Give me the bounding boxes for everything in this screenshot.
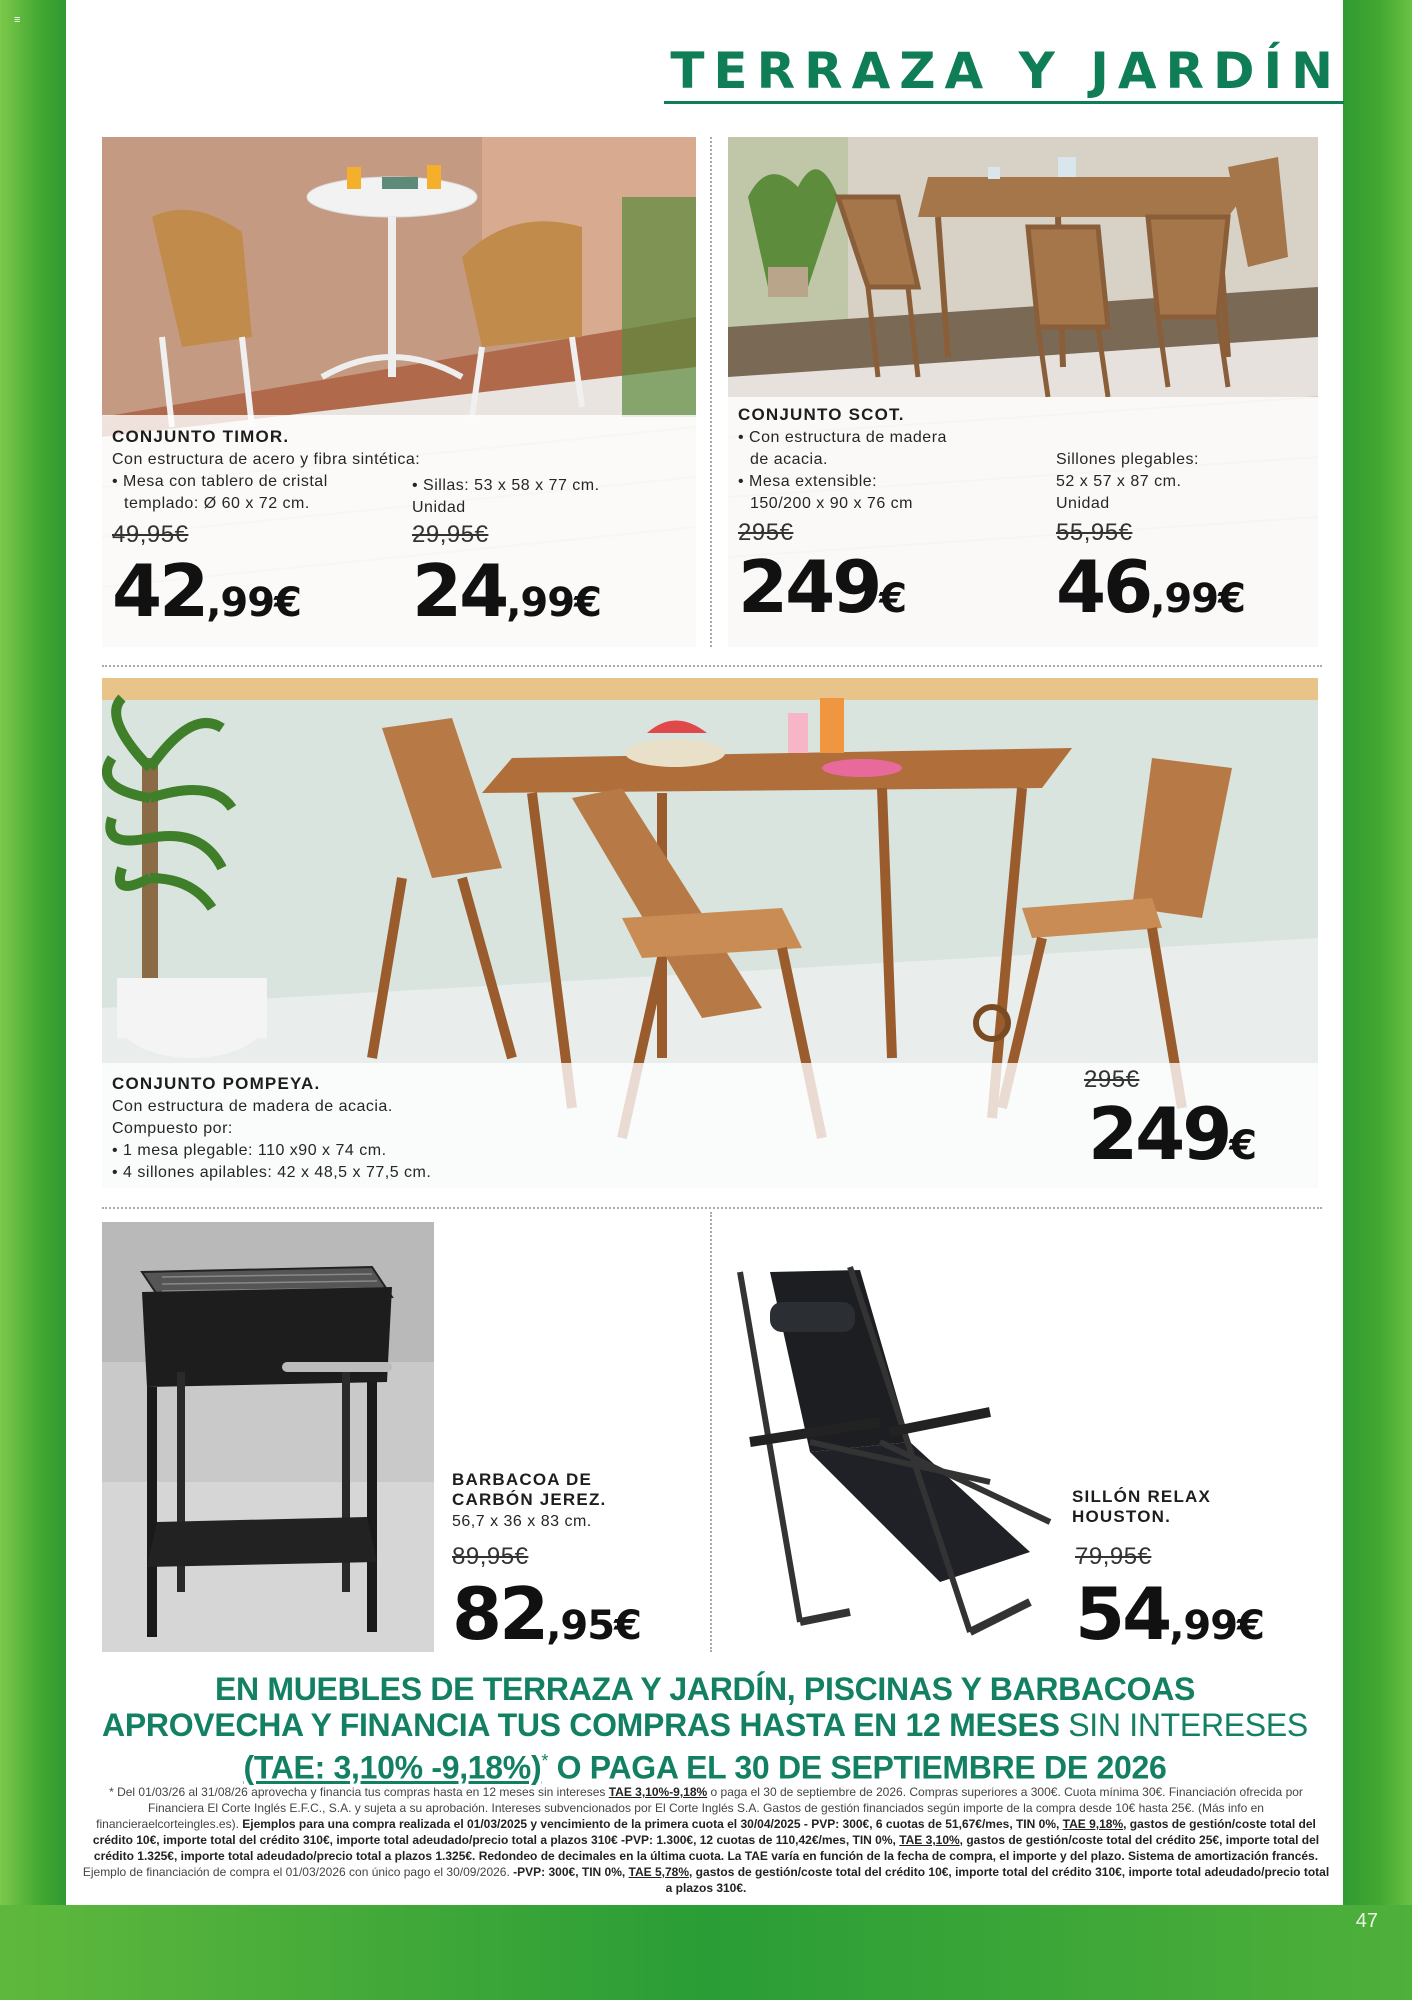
promo-line-2-thin: SIN INTERESES xyxy=(1059,1707,1308,1743)
scot-chair-price-int: 46 xyxy=(1056,545,1151,629)
jerez-photo-panel xyxy=(102,1222,434,1652)
pompeya-old-price: 295€ xyxy=(1084,1066,1140,1093)
timor-chair-old-price: 29,95€ xyxy=(412,521,489,548)
timor-chair-price-dec: ,99€ xyxy=(506,580,601,626)
legal-p3: Ejemplo de financiación de compra el 01/03/2026 con único pago el 30/09/2026. xyxy=(82,1865,514,1879)
pompeya-price xyxy=(1088,1092,1257,1176)
pompeya-spec-3: • 1 mesa plegable: 110 x90 x 74 cm. xyxy=(112,1142,387,1159)
scot-spec-4: 150/200 x 90 x 76 cm xyxy=(750,495,913,512)
timor-panel xyxy=(102,137,696,647)
pompeya-name: CONJUNTO POMPEYA. xyxy=(112,1074,321,1093)
legal-p2-tae: TAE 9,18% xyxy=(1062,1817,1124,1831)
legal-p1-b: o paga el 30 de septiembre de 2026. Compras superiores a 300€. Cuota mínima 30€. Financiación ofrecida por Financiera El Corte Inglés E.F.C., S.A. y sujeta a su aprobación. Intereses subvencionados por El Corte Inglés S.A. Gastos de gestión financiados según importe de la compra desde 10€ hasta 25€. (Más info en financieraelcorteingles.es). xyxy=(96,1785,1303,1831)
section-title: TERRAZA Y JARDÍN xyxy=(670,42,1342,100)
page-number: 47 xyxy=(1355,1910,1378,1932)
scot-table-price-dec: € xyxy=(879,576,907,622)
houston-name-1: SILLÓN RELAX xyxy=(1072,1487,1212,1506)
timor-chairs-spec-2: Unidad xyxy=(412,499,466,516)
promo-tae: (TAE: 3,10% -9,18%) xyxy=(243,1749,542,1786)
jerez-photo xyxy=(102,1222,434,1652)
legal-p2-b: , gastos de gestión/coste total del crédito 10€, importe total del crédito 310€, importe total adeudado/precio total a plazos 310€ -PVP: 1.300€, 12 cuotas de 110,42€/mes, TIN 0%, xyxy=(92,1817,1316,1847)
bottom-green-band xyxy=(0,1905,1412,2000)
timor-table-spec-1: • Mesa con tablero de cristal xyxy=(112,473,328,490)
scot-table-old-price: 295€ xyxy=(738,519,794,546)
timor-name: CONJUNTO TIMOR. xyxy=(112,427,290,446)
divider-horizontal-1 xyxy=(102,665,1322,667)
legal-p2-tae2: TAE 3,10% xyxy=(899,1833,960,1847)
pompeya-spec-4: • 4 sillones apilables: 42 x 48,5 x 77,5 cm. xyxy=(112,1164,432,1181)
scot-chair-old-price: 55,95€ xyxy=(1056,519,1133,546)
timor-table-old-price: 49,95€ xyxy=(112,521,189,548)
timor-description: Con estructura de acero y fibra sintética: xyxy=(112,451,421,468)
legal-p3-c: , gastos de gestión/coste total del crédito 10€, importe total del crédito 310€, importe total adeudado/precio total a plazos 310€. xyxy=(665,1865,1330,1895)
promo-asterisk: * xyxy=(541,1751,549,1771)
legal-p2: Ejemplos para una compra realizada el 01/03/2025 y vencimiento de la primera cuota el 30/04/2025 - PVP: 300€, 6 cuotas de 51,67€/mes, TIN 0%, xyxy=(242,1817,1063,1831)
scot-chair-price xyxy=(1056,545,1245,629)
legal-p3-b: -PVP: 300€, TIN 0%, xyxy=(513,1865,629,1879)
corner-mark: ≡ xyxy=(14,14,21,26)
houston-price xyxy=(1075,1572,1264,1656)
divider-horizontal-2 xyxy=(102,1207,1322,1209)
jerez-name-2: CARBÓN JEREZ. xyxy=(452,1490,607,1509)
scot-spec-2: de acacia. xyxy=(750,451,828,468)
timor-table-spec-2: templado: Ø 60 x 72 cm. xyxy=(124,495,310,512)
houston-price-int: 54 xyxy=(1075,1572,1170,1656)
pompeya-panel xyxy=(102,678,1318,1188)
pompeya-price-int: 249 xyxy=(1088,1092,1230,1176)
pompeya-spec-1: Con estructura de madera de acacia. xyxy=(112,1098,393,1115)
scot-chair-price-dec: ,99€ xyxy=(1150,576,1245,622)
promo-line-3 xyxy=(70,1744,1340,1785)
houston-chair-image xyxy=(730,1262,1070,1657)
houston-price-dec: ,99€ xyxy=(1169,1603,1264,1649)
jerez-price-int: 82 xyxy=(452,1572,547,1656)
jerez-price xyxy=(452,1572,641,1656)
jerez-price-dec: ,95€ xyxy=(546,1603,641,1649)
timor-chair-price-int: 24 xyxy=(412,549,507,633)
scot-chairs-spec-2: 52 x 57 x 87 cm. xyxy=(1056,473,1182,490)
scot-table-price xyxy=(738,545,907,629)
timor-table-price-int: 42 xyxy=(112,549,207,633)
promo-line-3-rest: O PAGA EL 30 DE SEPTIEMBRE DE 2026 xyxy=(548,1749,1167,1786)
houston-name-2: HOUSTON. xyxy=(1072,1507,1172,1526)
scot-chairs-spec-1: Sillones plegables: xyxy=(1056,451,1199,468)
scot-table-price-int: 249 xyxy=(738,545,880,629)
scot-chairs-spec-3: Unidad xyxy=(1056,495,1110,512)
legal-p1: * Del 01/03/26 al 31/08/26 aprovecha y financia tus compras hasta en 12 meses sin intereses xyxy=(109,1785,609,1799)
legal-text xyxy=(80,1784,1332,1896)
promo-line-2-bold: APROVECHA Y FINANCIA TUS COMPRAS HASTA EN 12 MESES xyxy=(102,1707,1060,1743)
timor-chair-price xyxy=(412,549,601,633)
promo-line-1: EN MUEBLES DE TERRAZA Y JARDÍN, PISCINAS Y BARBACOAS xyxy=(214,1671,1196,1707)
scot-spec-3: • Mesa extensible: xyxy=(738,473,878,490)
scot-panel xyxy=(728,137,1318,647)
promo-line-2 xyxy=(70,1708,1340,1742)
scot-name: CONJUNTO SCOT. xyxy=(738,405,905,424)
timor-table-price-dec: ,99€ xyxy=(206,580,301,626)
legal-p2-c: , gastos de gestión/coste total del crédito 25€, importe total del crédito 1.325€, importe total adeudado/precio total a plazos 1.325€. Redondeo de decimales en la última cuota. La TAE varía en función de la fecha de compra, el importe y del plazo. Sistema de amortización francés. xyxy=(93,1833,1320,1863)
houston-old-price: 79,95€ xyxy=(1075,1543,1152,1570)
jerez-size: 56,7 x 36 x 83 cm. xyxy=(452,1513,592,1530)
timor-chairs-spec-1: • Sillas: 53 x 58 x 77 cm. xyxy=(412,477,600,494)
divider-vertical-bottom xyxy=(710,1212,712,1652)
title-rule xyxy=(664,101,1344,104)
legal-p3-tae: TAE 5,78% xyxy=(628,1865,690,1879)
jerez-name-1: BARBACOA DE xyxy=(452,1470,593,1489)
jerez-old-price: 89,95€ xyxy=(452,1543,529,1570)
scot-spec-1: • Con estructura de madera xyxy=(738,429,947,446)
pompeya-price-dec: € xyxy=(1229,1123,1257,1169)
divider-vertical-top xyxy=(710,137,712,647)
pompeya-spec-2: Compuesto por: xyxy=(112,1120,233,1137)
timor-table-price xyxy=(112,549,301,633)
legal-p1-tae: TAE 3,10%-9,18% xyxy=(608,1785,708,1799)
